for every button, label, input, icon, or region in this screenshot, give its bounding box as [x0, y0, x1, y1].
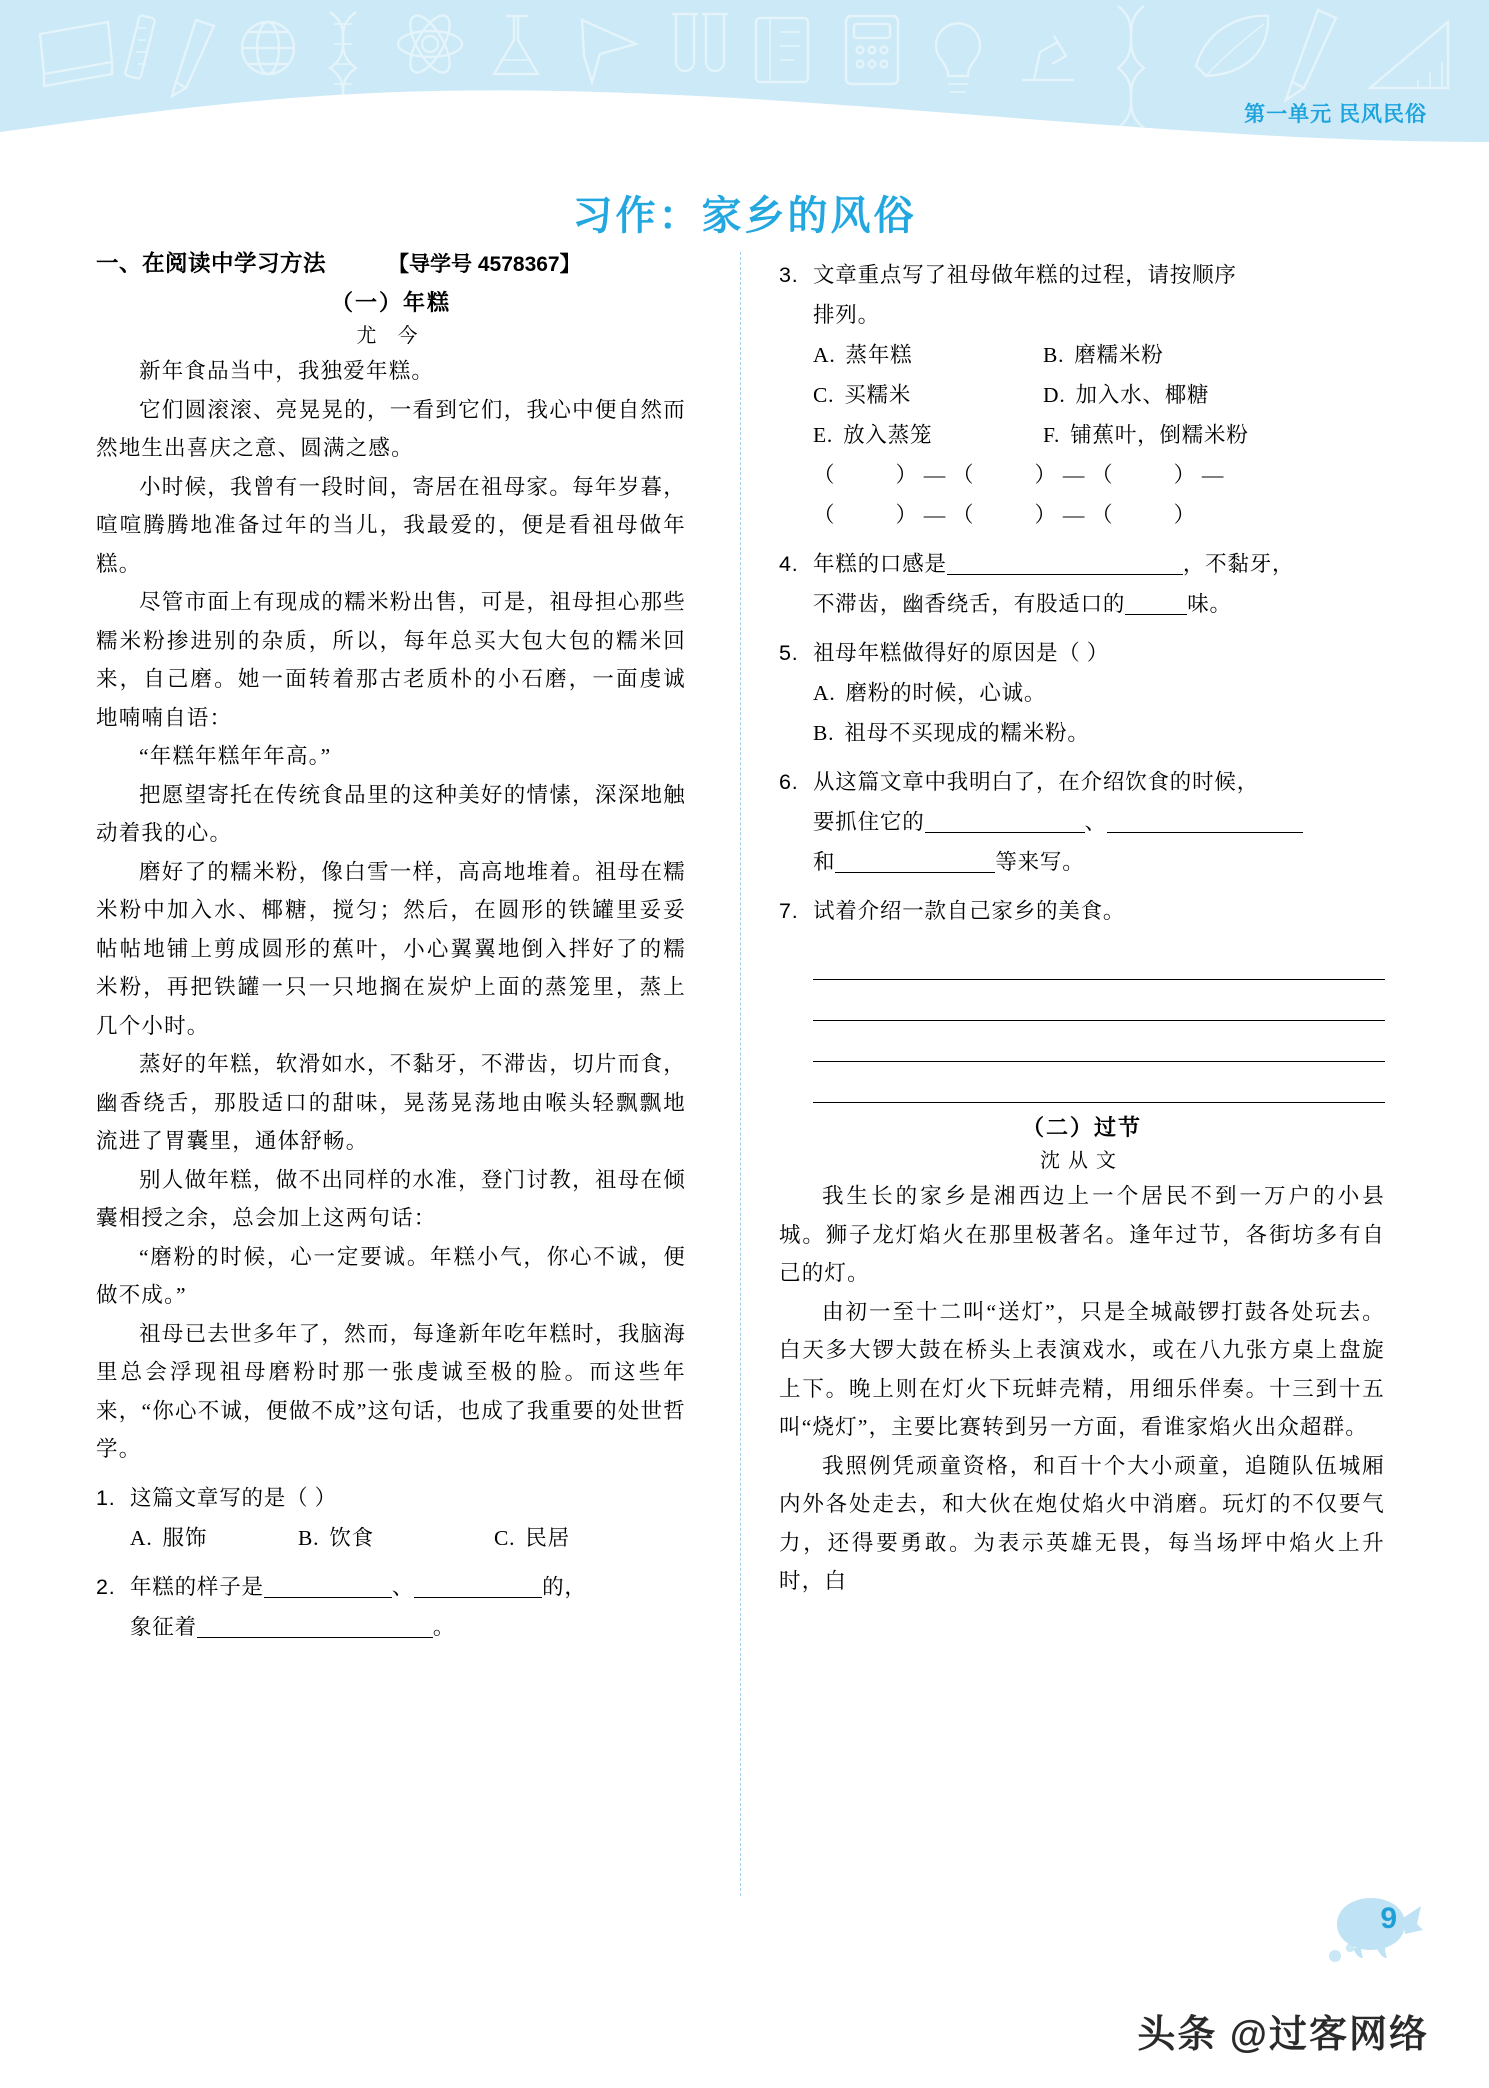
section-heading-row	[96, 246, 686, 278]
question-number: 4.	[779, 552, 799, 576]
option-text: 祖母不买现成的糯米粉。	[844, 721, 1090, 745]
passage-paragraph: “磨粉的时候，心一定要诚。年糕小气，你心不诚，便做不成。”	[96, 1244, 686, 1307]
question-3-options-row-1	[779, 335, 1385, 375]
question-1-options	[96, 1518, 686, 1558]
question-4-line-1	[813, 544, 1385, 584]
question-5-option-b	[779, 713, 1385, 753]
question-text: 、	[391, 1574, 415, 1599]
passage-paragraph: 我生长的家乡是湘西边上一个居民不到一万户的小县城。狮子龙灯焰火在那里极著名。逢年过节，各街坊多有自己的灯。	[779, 1184, 1385, 1285]
passage-one-title: （一）年糕	[330, 290, 451, 315]
option-b[interactable]	[298, 1518, 494, 1558]
question-text: 文章重点写了祖母做年糕的过程，请按顺序	[813, 263, 1237, 287]
option-label: A.	[813, 343, 836, 367]
page-title: 习作：家乡的风俗	[572, 194, 917, 238]
option-label: B.	[1043, 343, 1065, 367]
question-number: 1.	[96, 1485, 116, 1510]
option-c[interactable]	[494, 1518, 570, 1558]
column-divider	[740, 252, 741, 1896]
passage-paragraph: 新年食品当中，我独爱年糕。	[139, 359, 435, 383]
section-heading: 一、在阅读中学习方法	[96, 251, 327, 276]
option-text: 磨粉的时候，心诚。	[845, 681, 1047, 705]
question-text: 年糕的口感是	[813, 552, 947, 576]
option-text: 民居	[525, 1525, 570, 1550]
option-label: B.	[813, 721, 835, 745]
passage-paragraph: 祖母已去世多年了，然而，每逢新年吃年糕时，我脑海里总会浮现祖母磨粉时那一张虔诚至极的脸。而这些年来，“你心不诚，便做不成”这句话，也成了我重要的处世哲学。	[96, 1321, 686, 1461]
sequence-answer-row-1[interactable]	[779, 455, 1385, 495]
question-text: ，不黏牙，	[1182, 552, 1295, 576]
option-text: 放入蒸笼	[843, 423, 933, 447]
option-label: C.	[494, 1525, 516, 1550]
passage-paragraph: 别人做年糕，做不出同样的水准，登门讨教，祖母在倾囊相授之余，总会加上这两句话：	[96, 1167, 686, 1230]
paren-open: （	[952, 463, 975, 487]
question-1	[96, 1478, 686, 1518]
paren-close: ）	[895, 503, 919, 527]
question-number: 6.	[779, 770, 799, 794]
question-text[interactable]: 这篇文章写的是（ ）	[130, 1485, 337, 1510]
question-text: 要抓住它的	[813, 810, 925, 834]
question-number: 3.	[779, 263, 799, 287]
question-text: 年糕的样子是	[130, 1574, 264, 1599]
paren-close: ）	[895, 463, 919, 487]
passage-paragraph: 小时候，我曾有一段时间，寄居在祖母家。每年岁暮，喧喧腾腾地准备过年的当儿，我最爱的，便是看祖母做年糕。	[96, 474, 686, 576]
answer-writing-line[interactable]	[813, 939, 1385, 980]
sequence-answer-row-2[interactable]	[779, 495, 1385, 535]
answer-blank[interactable]	[414, 1575, 542, 1598]
question-3	[779, 255, 1385, 335]
option-b[interactable]	[813, 713, 1090, 753]
passage-paragraph: 尽管市面上有现成的糯米粉出售，可是，祖母担心那些糯米粉掺进别的杂质，所以，每年总买大包大包的糯米回来，自己磨。她一面转着那古老质朴的小石磨，一面虔诚地喃喃自语：	[96, 590, 686, 730]
option-text: 蒸年糕	[845, 343, 913, 367]
paren-open: （	[1091, 463, 1114, 487]
option-a[interactable]	[813, 673, 1046, 713]
answer-blank[interactable]	[197, 1615, 433, 1638]
question-3-options-row-2	[779, 375, 1385, 415]
page-number: 9	[1380, 1902, 1397, 1935]
question-6	[779, 762, 1385, 882]
option-a[interactable]	[130, 1518, 298, 1558]
question-2-line-2	[130, 1607, 686, 1647]
page-banner	[0, 0, 1489, 142]
answer-blank[interactable]	[925, 810, 1085, 833]
paren-close: ）	[1034, 463, 1058, 487]
option-f[interactable]	[1043, 415, 1249, 455]
answer-blank[interactable]	[947, 552, 1183, 575]
question-4	[779, 544, 1385, 624]
option-label: D.	[1043, 383, 1066, 407]
answer-writing-line[interactable]	[813, 980, 1385, 1021]
question-4-line-2	[813, 584, 1385, 624]
paren-open: （	[813, 463, 836, 487]
question-text: 从这篇文章中我明白了，在介绍饮食的时候，	[813, 770, 1260, 794]
option-text: 加入水、椰糖	[1075, 383, 1210, 407]
content-columns	[96, 246, 1396, 1896]
option-text: 服饰	[162, 1525, 208, 1550]
answer-blank[interactable]	[264, 1575, 392, 1598]
sequence-dash: —	[923, 463, 947, 487]
question-text: 等来写。	[995, 850, 1085, 874]
sequence-dash: —	[1062, 463, 1086, 487]
option-label: A.	[130, 1525, 153, 1550]
question-7-answer-area	[779, 939, 1385, 1103]
sequence-dash: —	[1062, 503, 1086, 527]
sequence-dash: —	[1201, 463, 1225, 487]
option-text: 买糯米	[844, 383, 912, 407]
option-label: F.	[1043, 423, 1061, 447]
question-6-line-3	[813, 842, 1385, 882]
passage-two-author: 沈从文	[1040, 1150, 1124, 1172]
question-7	[779, 891, 1385, 931]
option-label: C.	[813, 383, 835, 407]
answer-blank[interactable]	[835, 850, 995, 873]
option-label: A.	[813, 681, 836, 705]
option-text: 饮食	[329, 1525, 374, 1550]
question-text: 的，	[542, 1574, 587, 1599]
paren-close: ）	[1173, 463, 1197, 487]
option-label: B.	[298, 1525, 320, 1550]
answer-writing-line[interactable]	[813, 1062, 1385, 1103]
question-5-option-a	[779, 673, 1385, 713]
option-e[interactable]	[813, 415, 1043, 455]
paren-open: （	[1091, 503, 1114, 527]
question-text: 排列。	[813, 303, 880, 327]
passage-paragraph: 把愿望寄托在传统食品里的这种美好的情愫，深深地触动着我的心。	[96, 782, 686, 845]
passage-paragraph: 我照例凭顽童资格，和百十个大小顽童，追随队伍城厢内外各处走去，和大伙在炮仗焰火中消磨。玩灯的不仅要气力，还得要勇敢。为表示英雄无畏，每当场坪中焰火上升时，白	[779, 1453, 1385, 1593]
passage-two-title: （二）过节	[1021, 1115, 1142, 1140]
guide-code: 【导学号 4578367】	[388, 253, 581, 276]
passage-paragraph: 它们圆滚滚、亮晃晃的，一看到它们，我心中便自然而然地生出喜庆之意、圆满之感。	[96, 397, 686, 460]
question-text: 味。	[1187, 592, 1232, 616]
option-text: 铺蕉叶，倒糯米粉	[1070, 423, 1249, 447]
passage-paragraph: 蒸好的年糕，软滑如水，不黏牙，不滞齿，切片而食，幽香绕舌，那股适口的甜味，晃荡晃荡地由喉头轻飘飘地流进了胃囊里，通体舒畅。	[96, 1052, 686, 1153]
answer-blank[interactable]	[1107, 810, 1303, 833]
paren-open: （	[952, 503, 975, 527]
watermark: 头条 @过客网络	[1137, 2014, 1429, 2056]
left-column	[96, 246, 708, 1896]
passage-paragraph: “年糕年糕年年高。”	[139, 744, 332, 768]
question-number: 2.	[96, 1574, 116, 1599]
paren-close: ）	[1173, 503, 1197, 527]
question-text: 和	[813, 850, 836, 874]
sequence-dash: —	[923, 503, 947, 527]
option-c[interactable]	[813, 375, 1043, 415]
question-2-line-1	[130, 1567, 686, 1607]
paren-close: ）	[1034, 503, 1058, 527]
question-text: 、	[1084, 810, 1107, 834]
unit-header-label: 第一单元 民风民俗	[1244, 103, 1427, 126]
question-text[interactable]: 祖母年糕做得好的原因是（ ）	[813, 641, 1110, 665]
question-5	[779, 633, 1385, 673]
option-b[interactable]	[1043, 335, 1164, 375]
question-number: 5.	[779, 641, 799, 665]
answer-writing-line[interactable]	[813, 1021, 1385, 1062]
question-text: 。	[432, 1614, 456, 1639]
option-label: E.	[813, 423, 834, 447]
option-text: 磨糯米粉	[1074, 343, 1164, 367]
question-6-line-2	[813, 802, 1385, 842]
option-d[interactable]	[1043, 375, 1209, 415]
right-column	[773, 246, 1385, 1896]
passage-paragraph: 由初一至十二叫“送灯”，只是全城敲锣打鼓各处玩去。白天多大锣大鼓在桥头上表演戏水，或在八九张方桌上盘旋上下。晚上则在灯火下玩蚌壳精，用细乐伴奏。十三到十五叫“烧灯”，主要比赛转到另一方面，看谁家焰火出众超群。	[779, 1299, 1385, 1439]
question-text: 试着介绍一款自己家乡的美食。	[813, 899, 1126, 923]
paren-open: （	[813, 503, 836, 527]
question-text: 象征着	[130, 1614, 197, 1639]
whale-decoration-icon	[1319, 1894, 1423, 1970]
option-a[interactable]	[813, 335, 1043, 375]
question-text: 不滞齿，幽香绕舌，有股适口的	[813, 592, 1126, 616]
passage-one-author: 尤 今	[356, 325, 426, 347]
question-2	[96, 1567, 686, 1647]
question-3-options-row-3	[779, 415, 1385, 455]
answer-blank[interactable]	[1125, 592, 1187, 615]
passage-paragraph: 磨好了的糯米粉，像白雪一样，高高地堆着。祖母在糯米粉中加入水、椰糖，搅匀；然后，在圆形的铁罐里妥妥帖帖地铺上剪成圆形的蕉叶，小心翼翼地倒入拌好了的糯米粉，再把铁罐一只一只地搁在炭炉上面的蒸笼里，蒸上几个小时。	[96, 859, 686, 1038]
question-number: 7.	[779, 899, 799, 923]
